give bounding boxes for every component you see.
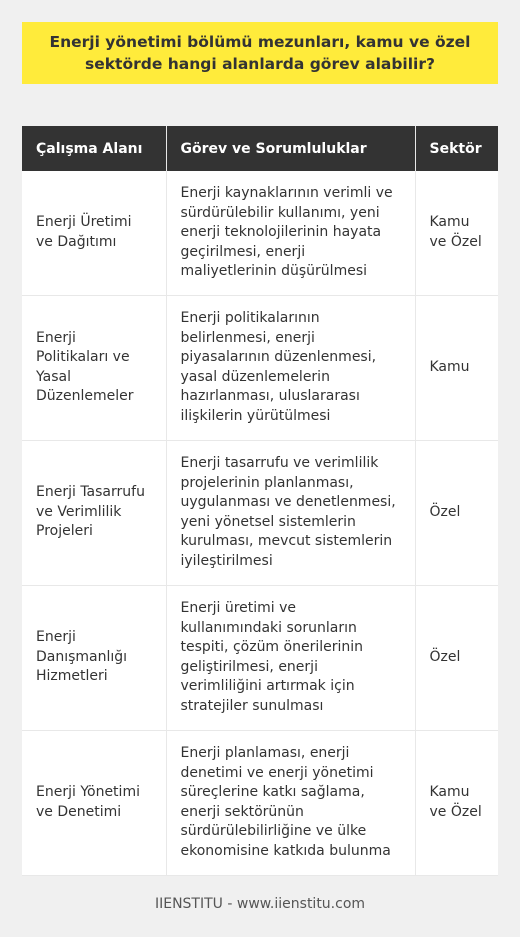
cell-sector: Özel xyxy=(415,440,498,585)
cell-area: Enerji Danışmanlığı Hizmetleri xyxy=(22,585,166,730)
table-row xyxy=(22,730,498,875)
cell-duties: Enerji tasarrufu ve verimlilik projelerinin planlanması, uygulanması ve denetlenmesi, yeni yönetsel sistemlerin kurulması, mevcut sistemlerin iyileştirilmesi xyxy=(166,440,415,585)
cell-sector: Kamu ve Özel xyxy=(415,171,498,295)
column-header-duties: Görev ve Sorumluluklar xyxy=(166,126,415,171)
column-header-area: Çalışma Alanı xyxy=(22,126,166,171)
cell-duties: Enerji üretimi ve kullanımındaki sorunların tespiti, çözüm önerilerinin geliştirilmesi, enerji verimliliğini artırmak için stratejiler sunulması xyxy=(166,585,415,730)
table-row xyxy=(22,585,498,730)
career-table xyxy=(22,126,498,876)
cell-sector: Kamu xyxy=(415,295,498,440)
cell-duties: Enerji kaynaklarının verimli ve sürdürülebilir kullanımı, yeni enerji teknolojilerinin hayata geçirilmesi, enerji maliyetlerinin düşürülmesi xyxy=(166,171,415,295)
table-header-row xyxy=(22,126,498,171)
cell-sector: Kamu ve Özel xyxy=(415,730,498,875)
column-header-sector: Sektör xyxy=(415,126,498,171)
cell-duties: Enerji planlaması, enerji denetimi ve enerji yönetimi süreçlerine katkı sağlama, enerji sektörünün sürdürülebilirliğine ve ülke ekonomisine katkıda bulunma xyxy=(166,730,415,875)
table-row xyxy=(22,295,498,440)
cell-duties: Enerji politikalarının belirlenmesi, enerji piyasalarının düzenlenmesi, yasal düzenlemelerin hazırlanması, uluslararası ilişkilerin yürütülmesi xyxy=(166,295,415,440)
cell-area: Enerji Politikaları ve Yasal Düzenlemeler xyxy=(22,295,166,440)
cell-area: Enerji Tasarrufu ve Verimlilik Projeleri xyxy=(22,440,166,585)
cell-sector: Özel xyxy=(415,585,498,730)
cell-area: Enerji Üretimi ve Dağıtımı xyxy=(22,171,166,295)
cell-area: Enerji Yönetimi ve Denetimi xyxy=(22,730,166,875)
title-banner xyxy=(22,22,498,84)
table-row xyxy=(22,171,498,295)
page-title: Enerji yönetimi bölümü mezunları, kamu ve özel sektörde hangi alanlarda görev alabilir? xyxy=(49,33,471,73)
footer-credit: IIENSTITU - www.iienstitu.com xyxy=(154,896,366,912)
table-row xyxy=(22,440,498,585)
